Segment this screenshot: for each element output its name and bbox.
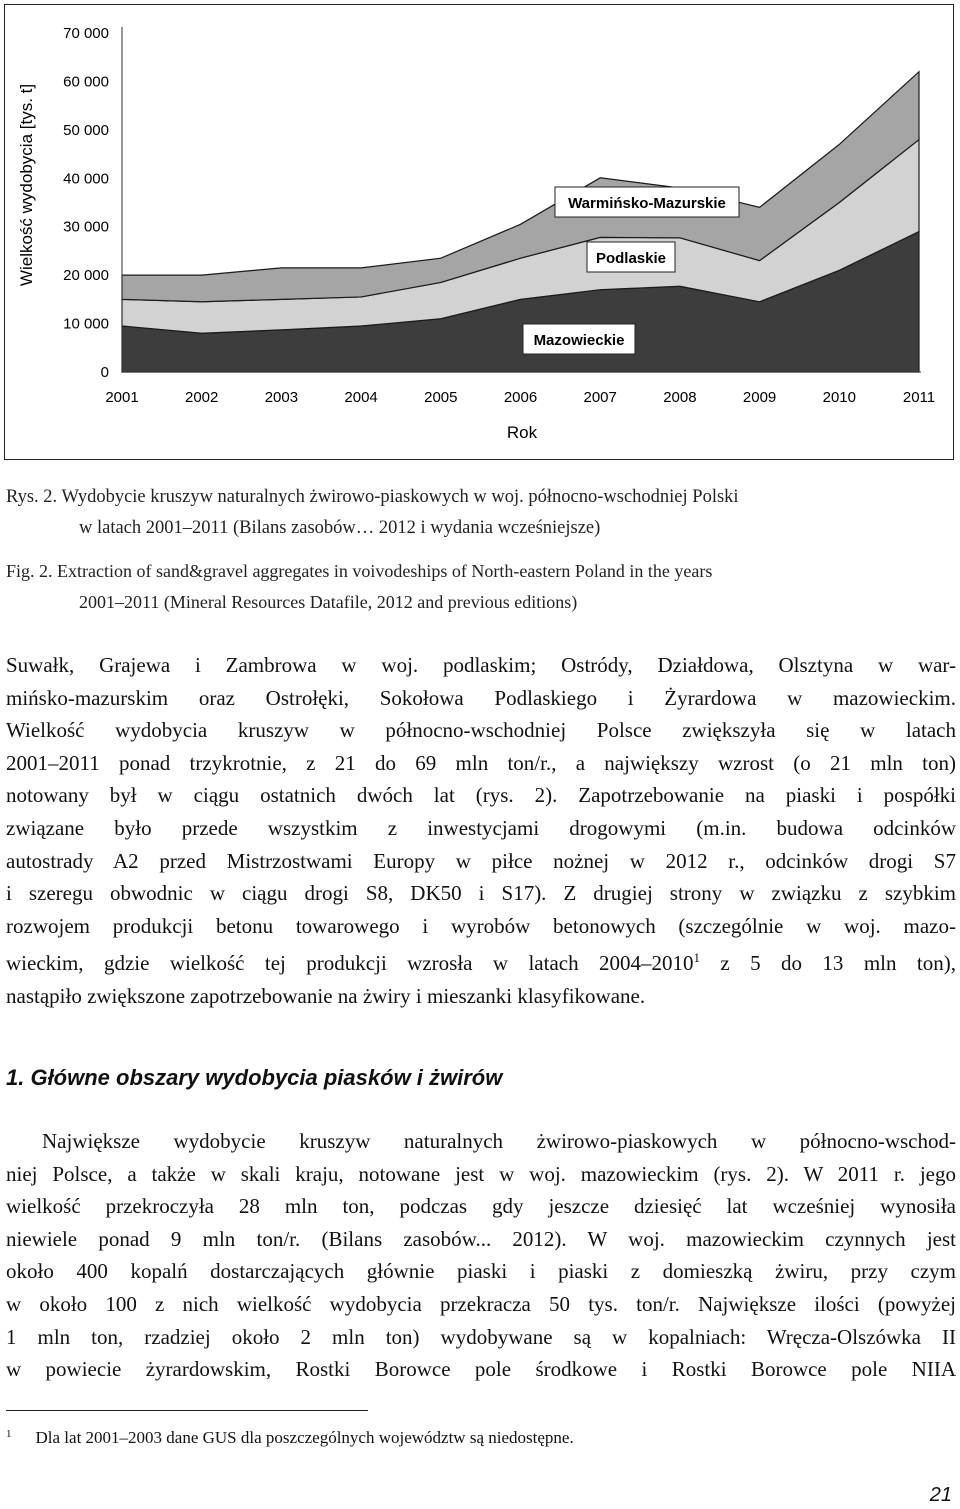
- caption-en-line1: Fig. 2. Extraction of sand&gravel aggregates in voivodeships of North-eastern Poland in the years: [6, 561, 713, 581]
- text-segment: z 5 do 13 mln ton),: [700, 951, 956, 976]
- text-line: mińsko-mazurskim oraz Ostrołęki, Sokołowa Podlaskiego i Żyrardowa w mazowieckim.: [6, 685, 956, 710]
- x-tick-label: 2002: [185, 389, 219, 406]
- text-line: związane było przede wszystkim z inwestycjami drogowymi (m.in. budowa odcinków: [6, 815, 956, 840]
- x-tick-label: 2009: [742, 389, 777, 406]
- y-axis-title: Wielkość wydobycia [tys. t]: [17, 83, 36, 287]
- y-tick-label: 70 000: [63, 25, 109, 42]
- text-line: w około 100 z nich wielkość wydobycia przekracza 50 tys. ton/r. Największe ilości (powyżej: [6, 1291, 956, 1316]
- y-tick-label: 30 000: [63, 218, 109, 236]
- text-line: 2001–2011 ponad trzykrotnie, z 21 do 69 mln ton/r., a największy wzrost (o 21 mln ton): [6, 750, 956, 775]
- series-label: Podlaskie: [595, 250, 667, 267]
- x-tick-label: 2006: [503, 389, 538, 406]
- x-tick-label: 2007: [583, 389, 617, 406]
- text-line: w powiecie żyrardowskim, Rostki Borowce pole środkowe i Rostki Borowce pole NIIA: [6, 1357, 956, 1382]
- y-tick-label: 20 000: [63, 267, 109, 285]
- text-segment: wieckim, gdzie wielkość tej produkcji wzrosła w latach 2004–2010: [6, 951, 694, 976]
- text-line: około 400 kopalń dostarczających głównie piaski i piaski z domieszką żwiru, przy czym: [6, 1259, 956, 1284]
- y-tick-label: 40 000: [63, 170, 109, 188]
- footnote: [6, 1428, 574, 1448]
- x-axis-title: Rok: [506, 423, 538, 442]
- text-line: wielkość przekroczyła 28 mln ton, podczas gdy jeszcze dziesięć lat wcześniej wynosiła: [6, 1194, 956, 1219]
- caption-en: [6, 556, 712, 618]
- text-line: i szeregu obwodnic w ciągu drogi S8, DK50 i S17). Z drugiej strony w związku z szybkim: [6, 881, 956, 906]
- series-label: Mazowieckie: [533, 332, 625, 349]
- footnote-reference: 1: [693, 950, 700, 966]
- text-line: [6, 942, 956, 980]
- text-line: Wielkość wydobycia kruszyw w północno-wschodniej Polsce zwiększyła się w latach: [6, 718, 956, 743]
- x-tick-label: 2004: [344, 389, 378, 406]
- text-line: Suwałk, Grajewa i Zambrowa w woj. podlaskim; Ostródy, Działdowa, Olsztyna w war-: [6, 653, 956, 677]
- caption-pl-line1: Rys. 2. Wydobycie kruszyw naturalnych żwirowo-piaskowych w woj. północno-wschodniej Polski: [6, 487, 739, 507]
- series-label: Warmińsko-Mazurskie: [568, 195, 726, 212]
- section-heading: 1. Główne obszary wydobycia piasków i żwirów: [6, 1065, 503, 1090]
- y-tick-label: 10 000: [63, 315, 109, 333]
- x-tick-label: 2011: [902, 389, 936, 406]
- text-line: niewiele ponad 9 mln ton/r. (Bilans zasobów... 2012). W woj. mazowieckim czynnych jest: [6, 1226, 956, 1251]
- body-paragraph-1: [6, 649, 956, 1013]
- footnote-mark: 1: [6, 1428, 12, 1440]
- text-line: autostrady A2 przed Mistrzostwami Europy w piłce nożnej w 2012 r., odcinków drogi S7: [6, 848, 956, 873]
- y-tick-label: 60 000: [63, 73, 109, 91]
- text-line: notowany był w ciągu ostatnich dwóch lat (rys. 2). Zapotrzebowanie na piaski i pospółki: [6, 783, 956, 808]
- chart-figure: [4, 4, 954, 460]
- caption-pl: [6, 482, 739, 544]
- x-tick-label: 2005: [424, 389, 458, 406]
- x-tick-label: 2001: [105, 389, 139, 406]
- text-line: nastąpiło zwiększone zapotrzebowanie na żwiry i mieszanki klasyfikowane.: [6, 983, 646, 1008]
- page-number: 21: [929, 1484, 952, 1506]
- x-tick-label: 2008: [663, 389, 697, 406]
- body-paragraph-2: [6, 1125, 956, 1386]
- y-tick-label: 50 000: [63, 121, 109, 139]
- text-line: niej Polsce, a także w skali kraju, notowane jest w woj. mazowieckim (rys. 2). W 2011 r. jego: [6, 1161, 956, 1186]
- stacked-area-chart: [5, 5, 953, 459]
- caption-pl-line2: w latach 2001–2011 (Bilans zasobów… 2012 i wydania wcześniejsze): [79, 518, 601, 538]
- text-line: Największe wydobycie kruszyw naturalnych żwirowo-piaskowych w północno-wschod-: [42, 1129, 956, 1153]
- x-tick-label: 2003: [264, 389, 299, 406]
- caption-en-line2: 2001–2011 (Mineral Resources Datafile, 2012 and previous editions): [79, 592, 578, 612]
- x-tick-label: 2010: [822, 389, 856, 406]
- y-tick-label: 0: [100, 364, 109, 381]
- footnote-text: Dla lat 2001–2003 dane GUS dla poszczególnych województw są niedostępne.: [35, 1428, 574, 1447]
- footnote-divider: [6, 1410, 368, 1411]
- text-line: rozwojem produkcji betonu towarowego i wyrobów betonowych (szczególnie w woj. mazo-: [6, 913, 956, 938]
- text-line: 1 mln ton, rzadziej około 2 mln ton) wydobywane są w kopalniach: Wręcza-Olszówka II: [6, 1324, 956, 1349]
